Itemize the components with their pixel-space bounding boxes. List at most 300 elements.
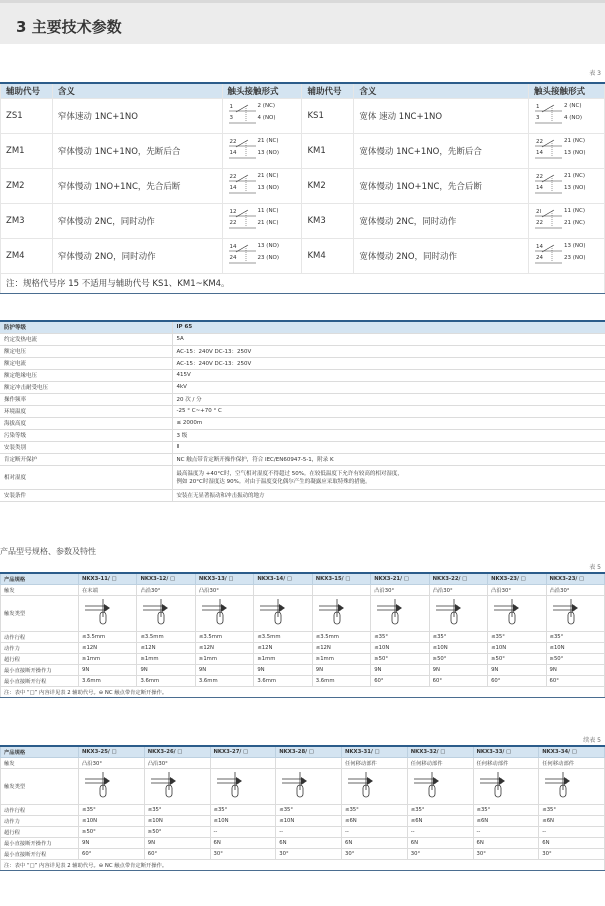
table-cell <box>276 768 342 804</box>
table-cell: 30° <box>539 848 605 859</box>
aux-code-cell: ZS1 <box>1 98 53 133</box>
actuator-type-icon <box>433 623 467 629</box>
table-cell: ≤12N <box>195 642 253 653</box>
spec-key: 海拔高度 <box>0 417 172 429</box>
table-cell <box>276 757 342 768</box>
row-label: 超行程 <box>1 653 79 664</box>
row-label: 触发 <box>1 757 79 768</box>
header-meaning: 含义 <box>354 83 529 98</box>
table-cell: -- <box>407 826 473 837</box>
contact-terminal-label: 22 <box>229 220 237 226</box>
table-cell <box>144 768 210 804</box>
table-cell: ≤35° <box>276 804 342 815</box>
aux-code-table <box>0 82 605 294</box>
spec-value-line: ≤ 2000m <box>176 420 203 426</box>
table-cell: 30° <box>342 848 408 859</box>
table-cell: 30° <box>276 848 342 859</box>
table-row <box>1 642 605 653</box>
spec-row <box>0 321 605 333</box>
model-header: NKX3-23/ □ <box>488 573 546 584</box>
spec-value <box>172 465 605 489</box>
spec-value <box>172 381 605 393</box>
contact-form-cell <box>529 168 605 203</box>
contact-form-cell <box>222 98 302 133</box>
contact-terminal-label: 4 (NO) <box>257 115 276 121</box>
spec-row <box>0 441 605 453</box>
aux-code-cell: KM1 <box>302 133 354 168</box>
actuator-type-icon <box>411 796 445 802</box>
table-cell <box>254 584 312 595</box>
spec-key: 额定绝缘电压 <box>0 369 172 381</box>
table-cell: 3.6mm <box>312 675 370 686</box>
table-cell: 凸沿30° <box>195 584 253 595</box>
table-cell <box>342 768 408 804</box>
row-label: 动作力 <box>1 642 79 653</box>
table-cell <box>429 595 487 631</box>
table-row <box>1 203 605 238</box>
table-cell: 在末端 <box>79 584 137 595</box>
spec-key: 约定发热电流 <box>0 333 172 345</box>
table-cell: ≤3.5mm <box>79 631 137 642</box>
spec-value-line: IP 65 <box>176 324 193 331</box>
spec-value <box>172 405 605 417</box>
meaning-cell: 宽体慢动 2NO，同时动作 <box>354 238 529 273</box>
table-cell: ≤10N <box>488 642 546 653</box>
table-cell: 30° <box>210 848 276 859</box>
table-cell: ≤10N <box>79 815 145 826</box>
table-row <box>1 826 605 837</box>
table-cell: 凸沿30° <box>79 757 145 768</box>
contact-terminal-label: 22 <box>536 174 543 180</box>
table-cell <box>488 595 546 631</box>
actuator-type-icon <box>491 623 525 629</box>
table-cell: 任何移动部件 <box>342 757 408 768</box>
spec-row <box>0 417 605 429</box>
model-header: NKX3-22/ □ <box>429 573 487 584</box>
contact-diagram <box>228 137 286 161</box>
table-cell: ≥1mm <box>195 653 253 664</box>
contact-terminal-label: 11 (NC) <box>564 208 585 214</box>
contact-diagram <box>534 242 592 266</box>
row-label: 最小直接断开行程 <box>1 848 79 859</box>
meaning-cell: 宽体慢动 1NC+1NO，先断后合 <box>354 133 529 168</box>
meaning-cell: 宽体慢动 2NC，同时动作 <box>354 203 529 238</box>
contact-terminal-label: 21 (NC) <box>564 138 585 144</box>
table-row <box>1 746 605 757</box>
table-cell: ≤10N <box>371 642 429 653</box>
header-aux-code: 辅助代号 <box>1 83 53 98</box>
table-cell: ≤10N <box>144 815 210 826</box>
table-cell: ≥50° <box>371 653 429 664</box>
table-cell: ≥1mm <box>79 653 137 664</box>
table-cell: ≥50° <box>546 653 605 664</box>
table-cell: 9N <box>254 664 312 675</box>
aux-code-cell: ZM1 <box>1 133 53 168</box>
table-cell: ≤35° <box>546 631 605 642</box>
contact-terminal-label: 13 (NO) <box>564 185 586 191</box>
row-label: 触发类型 <box>1 595 79 631</box>
table-cell: 凸沿30° <box>144 757 210 768</box>
table-cell: 9N <box>79 837 145 848</box>
table-cell: ≤12N <box>254 642 312 653</box>
table-cell: ≤6N <box>407 815 473 826</box>
table-row <box>1 675 605 686</box>
contact-terminal-label: 1 <box>536 104 540 110</box>
actuator-type-icon <box>82 623 116 629</box>
spec-value <box>172 357 605 369</box>
spec-row <box>0 381 605 393</box>
spec-value-line: 415V <box>176 372 191 378</box>
actuator-type-icon <box>279 796 313 802</box>
table-cell <box>210 768 276 804</box>
row-label: 动作行程 <box>1 804 79 815</box>
product-table-1 <box>0 572 605 698</box>
spec-table <box>0 320 605 502</box>
spec-row <box>0 465 605 489</box>
products-heading: 产品型号规格、参数及特性 <box>0 547 96 556</box>
table-cell: ≤12N <box>79 642 137 653</box>
meaning-cell: 窄体慢动 1NC+1NO，先断后合 <box>52 133 222 168</box>
table-cell: ≤3.5mm <box>195 631 253 642</box>
table-cell: ≤3.5mm <box>312 631 370 642</box>
table-row <box>1 168 605 203</box>
table-cell: ≤35° <box>539 804 605 815</box>
table-cell: ≤10N <box>546 642 605 653</box>
table-tag-5-cont: 续表 5 <box>583 737 601 744</box>
model-header: NKX3-12/ □ <box>137 573 195 584</box>
spec-key: 环境温度 <box>0 405 172 417</box>
spec-key: 污染等级 <box>0 429 172 441</box>
contact-terminal-label: 22 <box>536 139 543 145</box>
table-cell: ≤10N <box>429 642 487 653</box>
actuator-type-icon <box>257 623 291 629</box>
contact-terminal-label: 2 (NC) <box>257 103 276 109</box>
header-meaning: 含义 <box>52 83 222 98</box>
actuator-type-icon <box>316 623 350 629</box>
spec-row <box>0 333 605 345</box>
meaning-cell: 窄体速动 1NC+1NO <box>52 98 222 133</box>
table-cell: 3.6mm <box>254 675 312 686</box>
table-cell: ≤12N <box>137 642 195 653</box>
table-cell: ≥50° <box>429 653 487 664</box>
header-aux-code: 辅助代号 <box>302 83 354 98</box>
table-cell: 9N <box>429 664 487 675</box>
table-cell: 6N <box>210 837 276 848</box>
table-cell: 任何移动部件 <box>407 757 473 768</box>
spec-value-line: NC 触点带肯定断开操作保护，符合 IEC/EN60947-5-1，附录 K <box>176 457 334 463</box>
actuator-type-icon <box>374 623 408 629</box>
table-cell: 6N <box>473 837 539 848</box>
table-cell: 凸沿30° <box>488 584 546 595</box>
row-label: 最小直接断开操作力 <box>1 664 79 675</box>
table-row <box>1 848 605 859</box>
table-cell: 9N <box>546 664 605 675</box>
table-row <box>1 757 605 768</box>
table-cell: 60° <box>371 675 429 686</box>
row-label: 动作行程 <box>1 631 79 642</box>
table-cell: ≥1mm <box>312 653 370 664</box>
spec-row <box>0 453 605 465</box>
spec-key: 额定电流 <box>0 357 172 369</box>
actuator-type-icon <box>148 796 182 802</box>
model-header: NKX3-33/ □ <box>473 746 539 757</box>
table-cell: ≤35° <box>488 631 546 642</box>
table-cell: ≥50° <box>144 826 210 837</box>
contact-diagram <box>228 242 286 266</box>
row-label: 产品规格 <box>1 746 79 757</box>
meaning-cell: 窄体慢动 2NC，同时动作 <box>52 203 222 238</box>
contact-terminal-label: 14 <box>536 185 543 191</box>
spec-value-line: AC-15：240V DC-13：250V <box>176 349 252 355</box>
table-tag-5: 表 5 <box>589 564 601 571</box>
table-cell: ≤6N <box>473 815 539 826</box>
contact-diagram <box>228 207 286 231</box>
table-cell <box>546 595 605 631</box>
table-cell: 6N <box>539 837 605 848</box>
table-cell: ≤35° <box>371 631 429 642</box>
contact-terminal-label: 14 <box>229 244 237 250</box>
contact-form-cell <box>222 168 302 203</box>
contact-terminal-label: 13 (NO) <box>257 150 280 156</box>
contact-form-cell <box>529 133 605 168</box>
spec-value-line: 20 次 / 分 <box>176 397 202 403</box>
table-cell <box>79 595 137 631</box>
table-cell: -- <box>210 826 276 837</box>
model-header: NKX3-13/ □ <box>195 573 253 584</box>
actuator-type-icon <box>542 796 576 802</box>
table-row <box>1 664 605 675</box>
table-row <box>1 238 605 273</box>
contact-terminal-label: 21 (NC) <box>257 220 279 226</box>
table-cell: ≤3.5mm <box>137 631 195 642</box>
table-cell: ≤12N <box>312 642 370 653</box>
spec-value <box>172 333 605 345</box>
meaning-cell: 窄体慢动 2NO，同时动作 <box>52 238 222 273</box>
product-note: 注：表中 “□” 内容详见表 2 辅助代号。⊖ NC 触点带肯定断开操作。 <box>1 859 605 870</box>
spec-value <box>172 453 605 465</box>
header-contact-form: 触头接触形式 <box>222 83 302 98</box>
meaning-cell: 宽体 速动 1NC+1NO <box>354 98 529 133</box>
contact-form-cell <box>222 133 302 168</box>
spec-key: 操作频率 <box>0 393 172 405</box>
product-note: 注：表中 “□” 内容详见表 2 辅助代号。⊖ NC 触点带肯定断开操作。 <box>1 686 605 697</box>
table-cell: ≤35° <box>407 804 473 815</box>
note-row <box>1 859 605 870</box>
actuator-type-icon <box>199 623 233 629</box>
aux-code-cell: ZM2 <box>1 168 53 203</box>
table-cell: -- <box>539 826 605 837</box>
table-cell: 9N <box>195 664 253 675</box>
note-row <box>1 273 605 293</box>
actuator-type-icon <box>477 796 511 802</box>
model-header: NKX3-15/ □ <box>312 573 370 584</box>
actuator-type-icon <box>82 796 116 802</box>
table-cell <box>407 768 473 804</box>
spec-key: 额定冲击耐受电压 <box>0 381 172 393</box>
table-cell: 60° <box>429 675 487 686</box>
table-cell: 60° <box>79 848 145 859</box>
spec-value <box>172 369 605 381</box>
contact-terminal-label: 13 (NO) <box>564 243 586 249</box>
spec-key: 防护等级 <box>0 321 172 333</box>
table-row <box>1 837 605 848</box>
spec-value-line: 5A <box>176 336 184 342</box>
aux-code-cell: KS1 <box>302 98 354 133</box>
contact-diagram <box>534 102 592 126</box>
actuator-type-icon <box>550 623 584 629</box>
table-cell: 任何移动部件 <box>539 757 605 768</box>
contact-diagram <box>534 172 592 196</box>
spec-value-line: 4kV <box>176 384 187 390</box>
contact-diagram <box>534 207 592 231</box>
contact-terminal-label: 13 (NO) <box>564 150 586 156</box>
aux-code-cell: KM4 <box>302 238 354 273</box>
table-cell: 任何移动部件 <box>473 757 539 768</box>
table-cell: ≤35° <box>473 804 539 815</box>
table-cell <box>539 768 605 804</box>
table-cell <box>312 584 370 595</box>
spec-row <box>0 393 605 405</box>
spec-value <box>172 429 605 441</box>
aux-code-cell: KM3 <box>302 203 354 238</box>
table-cell: -- <box>473 826 539 837</box>
table-row <box>1 98 605 133</box>
spec-value <box>172 345 605 357</box>
contact-terminal-label: 23 (NO) <box>564 255 586 261</box>
contact-terminal-label: 13 (NO) <box>257 243 280 249</box>
table-tag: 表 3 <box>589 70 601 77</box>
table-cell <box>371 595 429 631</box>
spec-value <box>172 393 605 405</box>
table-cell <box>312 595 370 631</box>
contact-diagram <box>228 172 286 196</box>
table-cell <box>210 757 276 768</box>
table-cell: -- <box>342 826 408 837</box>
model-header: NKX3-25/ □ <box>79 746 145 757</box>
row-label: 最小直接断开操作力 <box>1 837 79 848</box>
contact-form-cell <box>222 203 302 238</box>
contact-terminal-label: 14 <box>229 185 237 191</box>
table-cell: 9N <box>79 664 137 675</box>
table-cell: 9N <box>144 837 210 848</box>
aux-code-cell: ZM4 <box>1 238 53 273</box>
contact-terminal-label: 3 <box>536 115 540 121</box>
table-cell: ≤35° <box>144 804 210 815</box>
spec-row <box>0 405 605 417</box>
table-row <box>1 573 605 584</box>
spec-row <box>0 429 605 441</box>
table-cell: 凸沿30° <box>371 584 429 595</box>
spec-row <box>0 489 605 501</box>
row-label: 超行程 <box>1 826 79 837</box>
contact-terminal-label: 14 <box>229 150 237 156</box>
spec-key: 安装类别 <box>0 441 172 453</box>
row-label: 最小直接断开行程 <box>1 675 79 686</box>
model-header: NKX3-11/ □ <box>79 573 137 584</box>
contact-terminal-label: 2l <box>536 209 542 215</box>
contact-terminal-label: 23 (NO) <box>257 255 280 261</box>
spec-value-line: 最高温度为 +40°C时，空气相对湿度不得超过 50%。在较低温度下允许有较高的相对湿度， <box>176 471 403 477</box>
contact-terminal-label: 22 <box>536 220 543 226</box>
aux-code-cell: ZM3 <box>1 203 53 238</box>
table-cell: ≤6N <box>342 815 408 826</box>
spec-value-line: 安装在无显著振动和冲击振动的地方 <box>176 493 265 499</box>
contact-terminal-label: 14 <box>536 150 543 156</box>
contact-terminal-label: 11 (NC) <box>257 208 279 214</box>
contact-form-cell <box>222 238 302 273</box>
actuator-type-icon <box>345 796 379 802</box>
table-cell: 60° <box>144 848 210 859</box>
contact-terminal-label: 24 <box>536 255 543 261</box>
table-cell: ≤35° <box>210 804 276 815</box>
table-cell <box>195 595 253 631</box>
model-header: NKX3-31/ □ <box>342 746 408 757</box>
row-label: 动作力 <box>1 815 79 826</box>
contact-terminal-label: 22 <box>229 139 237 145</box>
contact-terminal-label: 12 <box>229 209 237 215</box>
spec-row <box>0 369 605 381</box>
table-row <box>1 653 605 664</box>
meaning-cell: 窄体慢动 1NO+1NC，先合后断 <box>52 168 222 203</box>
spec-value-line: 3 级 <box>176 433 188 439</box>
model-header: NKX3-21/ □ <box>371 573 429 584</box>
contact-terminal-label: 3 <box>229 115 234 121</box>
actuator-type-icon <box>214 796 248 802</box>
table-cell <box>473 768 539 804</box>
table-cell: 凸沿30° <box>137 584 195 595</box>
spec-value <box>172 321 605 333</box>
table-cell: 30° <box>473 848 539 859</box>
table-cell: 9N <box>137 664 195 675</box>
model-header: NKX3-32/ □ <box>407 746 473 757</box>
spec-value <box>172 489 605 501</box>
spec-value-line: -25 ° C~+70 ° C <box>176 408 222 414</box>
contact-terminal-label: 13 (NO) <box>257 185 280 191</box>
spec-key: 额定电压 <box>0 345 172 357</box>
row-label: 触发类型 <box>1 768 79 804</box>
table-cell: 凸沿30° <box>429 584 487 595</box>
table-cell: ≤10N <box>210 815 276 826</box>
table-cell: 3.6mm <box>79 675 137 686</box>
table-row <box>1 804 605 815</box>
table-row <box>1 133 605 168</box>
table-cell: 60° <box>488 675 546 686</box>
table-cell: ≥1mm <box>254 653 312 664</box>
spec-key: 安装条件 <box>0 489 172 501</box>
contact-terminal-label: 24 <box>229 255 237 261</box>
table-cell: ≤35° <box>429 631 487 642</box>
contact-terminal-label: 4 (NO) <box>564 115 582 121</box>
header-contact-form: 触头接触形式 <box>529 83 605 98</box>
model-header: NKX3-14/ □ <box>254 573 312 584</box>
contact-terminal-label: 1 <box>229 104 234 110</box>
spec-key: 相对湿度 <box>0 465 172 489</box>
spec-value-line: AC-15：240V DC-13：250V <box>176 361 252 367</box>
table-cell <box>254 595 312 631</box>
model-header: NKX3-26/ □ <box>144 746 210 757</box>
spec-row <box>0 345 605 357</box>
table-cell: 6N <box>407 837 473 848</box>
contact-terminal-label: 14 <box>536 244 543 250</box>
table-cell <box>137 595 195 631</box>
contact-terminal-label: 21 (NC) <box>257 173 279 179</box>
spec-value <box>172 417 605 429</box>
table-cell: ≥50° <box>79 826 145 837</box>
contact-form-cell <box>529 238 605 273</box>
table-cell: 3.6mm <box>137 675 195 686</box>
aux-note: 注：规格代号序 15 不适用与辅助代号 KS1、KM1~KM4。 <box>1 273 605 293</box>
table-cell: ≤35° <box>342 804 408 815</box>
